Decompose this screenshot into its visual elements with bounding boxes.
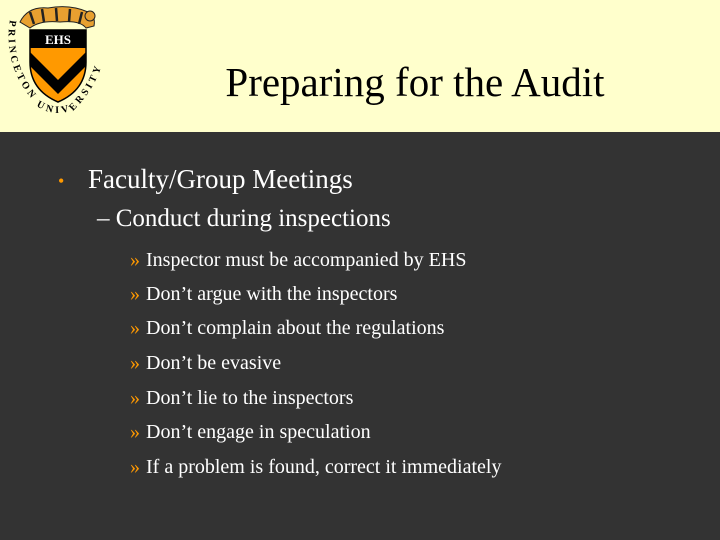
sub-item-text: Don’t argue with the inspectors — [146, 283, 398, 305]
sub-item — [130, 352, 281, 375]
svg-text:EHS: EHS — [44, 32, 72, 47]
svg-text:PRINCETON UNIVERSITY: PRINCETON UNIVERSITY — [5, 19, 105, 117]
sub-item-marker: » — [130, 387, 140, 409]
sub-item-marker: » — [130, 317, 140, 339]
sub-item-text: Don’t lie to the inspectors — [146, 387, 354, 409]
sub-item-marker: » — [130, 456, 140, 478]
bullet-level2 — [97, 205, 391, 233]
sub-item-marker: » — [130, 283, 140, 305]
sub-item-text: Inspector must be accompanied by EHS — [146, 249, 467, 271]
sub-item-text: Don’t complain about the regulations — [146, 317, 445, 339]
sub-item — [130, 387, 353, 410]
sub-item-text: If a problem is found, correct it immediately — [146, 456, 502, 478]
sub-item-marker: » — [130, 421, 140, 443]
bullet-level2-marker: – — [97, 205, 110, 232]
sub-item — [130, 249, 466, 272]
bullet-level1-text: Faculty/Group Meetings — [88, 164, 353, 194]
sub-item-text: Don’t be evasive — [146, 352, 282, 374]
sub-item — [130, 421, 371, 444]
sub-item — [130, 456, 501, 479]
sub-item-text: Don’t engage in speculation — [146, 421, 371, 443]
bullet-dot-icon: • — [58, 171, 65, 191]
sub-item — [130, 317, 444, 340]
sub-item-marker: » — [130, 352, 140, 374]
sub-item — [130, 283, 397, 306]
sub-item-marker: » — [130, 249, 140, 271]
slide-title: Preparing for the Audit — [225, 59, 605, 105]
bullet-level2-text: Conduct during inspections — [115, 205, 391, 232]
